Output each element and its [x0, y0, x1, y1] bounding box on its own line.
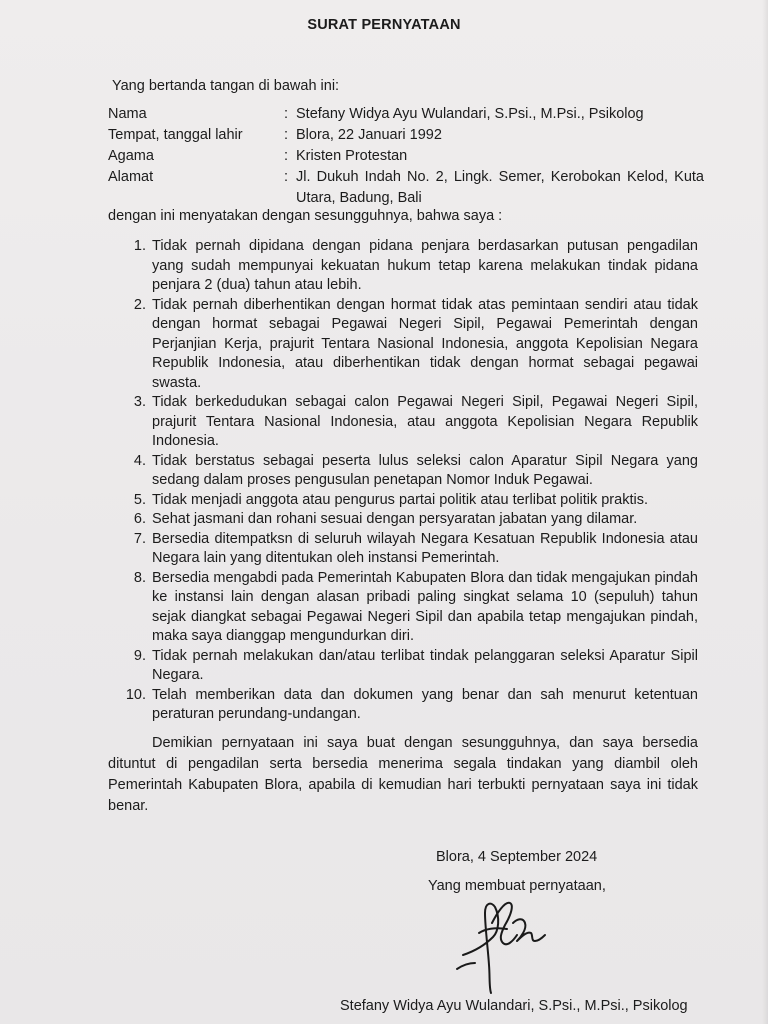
intro-text: Yang bertanda tangan di bawah ini:: [112, 78, 340, 94]
identity-colon: :: [284, 169, 289, 185]
statement-list: [108, 237, 698, 725]
list-item: [108, 296, 698, 394]
list-item-text: Tidak berstatus sebagai peserta lulus seleksi calon Aparatur Sipil Negara yang sedang dalam proses pengusulan penetapan Nomor Induk Pegawai.: [152, 452, 698, 488]
list-item: [108, 686, 698, 725]
list-item-number: 10.: [125, 686, 146, 703]
list-item-text: Tidak pernah diberhentikan dengan hormat tidak atas pemintaan sendiri atau tidak dengan hormat sebagai Pegawai Negeri Sipil, Pegawai Pemerintah dengan Perjanjian Kerja, prajurit Tentara Nasional Indonesia, anggota Kepolisian Negara Republik Indonesia, atau diberhentikan tidak dengan hormat sebagai pegawai swasta.: [152, 296, 698, 391]
list-item-number: 6.: [133, 511, 146, 527]
identity-value: Jl. Dukuh Indah No. 2, Lingk. Semer, Kerobokan Kelod, Kuta Utara, Badung, Bali: [296, 169, 704, 206]
list-item: [108, 491, 698, 511]
place-date: Blora, 4 September 2024: [436, 849, 598, 865]
list-item-text: Sehat jasmani dan rohani sesuai dengan persyaratan jabatan yang dilamar.: [152, 511, 638, 527]
list-item-number: 5.: [133, 491, 146, 508]
identity-colon: :: [284, 148, 289, 164]
identity-value: Kristen Protestan: [296, 148, 408, 164]
list-item-text: Tidak menjadi anggota atau pengurus partai politik atau terlibat politik praktis.: [152, 491, 648, 508]
list-item: [108, 510, 698, 530]
list-item: [108, 530, 698, 569]
identity-label: Agama: [108, 148, 154, 164]
list-item: [108, 647, 698, 686]
identity-colon: :: [284, 106, 289, 122]
identity-row-religion: [108, 146, 704, 167]
list-item-text: Tidak pernah dipidana dengan pidana penjara berdasarkan putusan pengadilan yang sudah mempunyai kekuatan hukum tetap karena melakukan tindak pidana penjara 2 (dua) tahun atau lebih.: [152, 238, 698, 293]
identity-row-name: [108, 104, 704, 125]
signer-name: Stefany Widya Ayu Wulandari, S.Psi., M.Psi., Psikolog: [340, 998, 688, 1014]
list-item-number: 2.: [133, 296, 146, 313]
identity-label: Alamat: [108, 169, 154, 185]
list-item-text: Telah memberikan data dan dokumen yang benar dan sah menurut ketentuan peraturan perundang-undangan.: [152, 686, 698, 722]
identity-row-birth: [108, 125, 704, 146]
identity-colon: :: [284, 127, 289, 143]
list-item-number: 3.: [133, 394, 146, 410]
identity-label: Nama: [108, 106, 147, 122]
list-item-text: Bersedia mengabdi pada Pemerintah Kabupaten Blora dan tidak mengajukan pindah ke instansi lain dengan alasan pribadi paling singkat selama 10 (sepuluh) tahun sejak diangkat sebagai Pegawai Negeri Sipil dan apabila tetap mengajukan pindah, maka saya dianggap mengundurkan diri.: [152, 569, 698, 644]
list-item: [108, 237, 698, 296]
list-item-number: 8.: [133, 569, 146, 586]
list-item-number: 9.: [133, 647, 146, 664]
list-item-number: 1.: [133, 238, 146, 254]
identity-row-address: [108, 167, 704, 209]
list-item-number: 4.: [133, 452, 146, 469]
signature-image: [455, 893, 555, 995]
document-title: SURAT PERNYATAAN: [307, 17, 461, 33]
list-item-text: Bersedia ditempatksn di seluruh wilayah Negara Kesatuan Republik Indonesia atau Negara lain yang ditentukan oleh instansi Pemerintah.: [152, 530, 698, 566]
list-item: [108, 569, 698, 647]
closing-paragraph: Demikian pernyataan ini saya buat dengan sesungguhnya, dan saya bersedia dituntut di pengadilan serta bersedia menerima segala tindakan yang diambil oleh Pemerintah Kabupaten Blora, apabila di kemudian hari terbukti pernyataan saya ini tidak benar.: [108, 735, 698, 814]
list-item-text: Tidak pernah melakukan dan/atau terlibat tindak pelanggaran seleksi Aparatur Sipil Negara.: [152, 647, 698, 683]
list-item: [108, 452, 698, 491]
identity-value: Blora, 22 Januari 1992: [296, 127, 442, 143]
signer-role: Yang membuat pernyataan,: [428, 878, 606, 894]
declaration-intro: dengan ini menyatakan dengan sesungguhnya, bahwa saya :: [108, 208, 503, 224]
identity-label: Tempat, tanggal lahir: [108, 127, 243, 143]
list-item-text: Tidak berkedudukan sebagai calon Pegawai Negeri Sipil, Pegawai Negeri Sipil, prajurit Tentara Nasional Indonesia, atau anggota Kepolisian Negara Republik Indonesia.: [152, 394, 698, 449]
identity-block: [108, 104, 704, 209]
list-item-number: 7.: [133, 530, 146, 547]
list-item: [108, 393, 698, 452]
identity-value: Stefany Widya Ayu Wulandari, S.Psi., M.Psi., Psikolog: [296, 106, 644, 122]
